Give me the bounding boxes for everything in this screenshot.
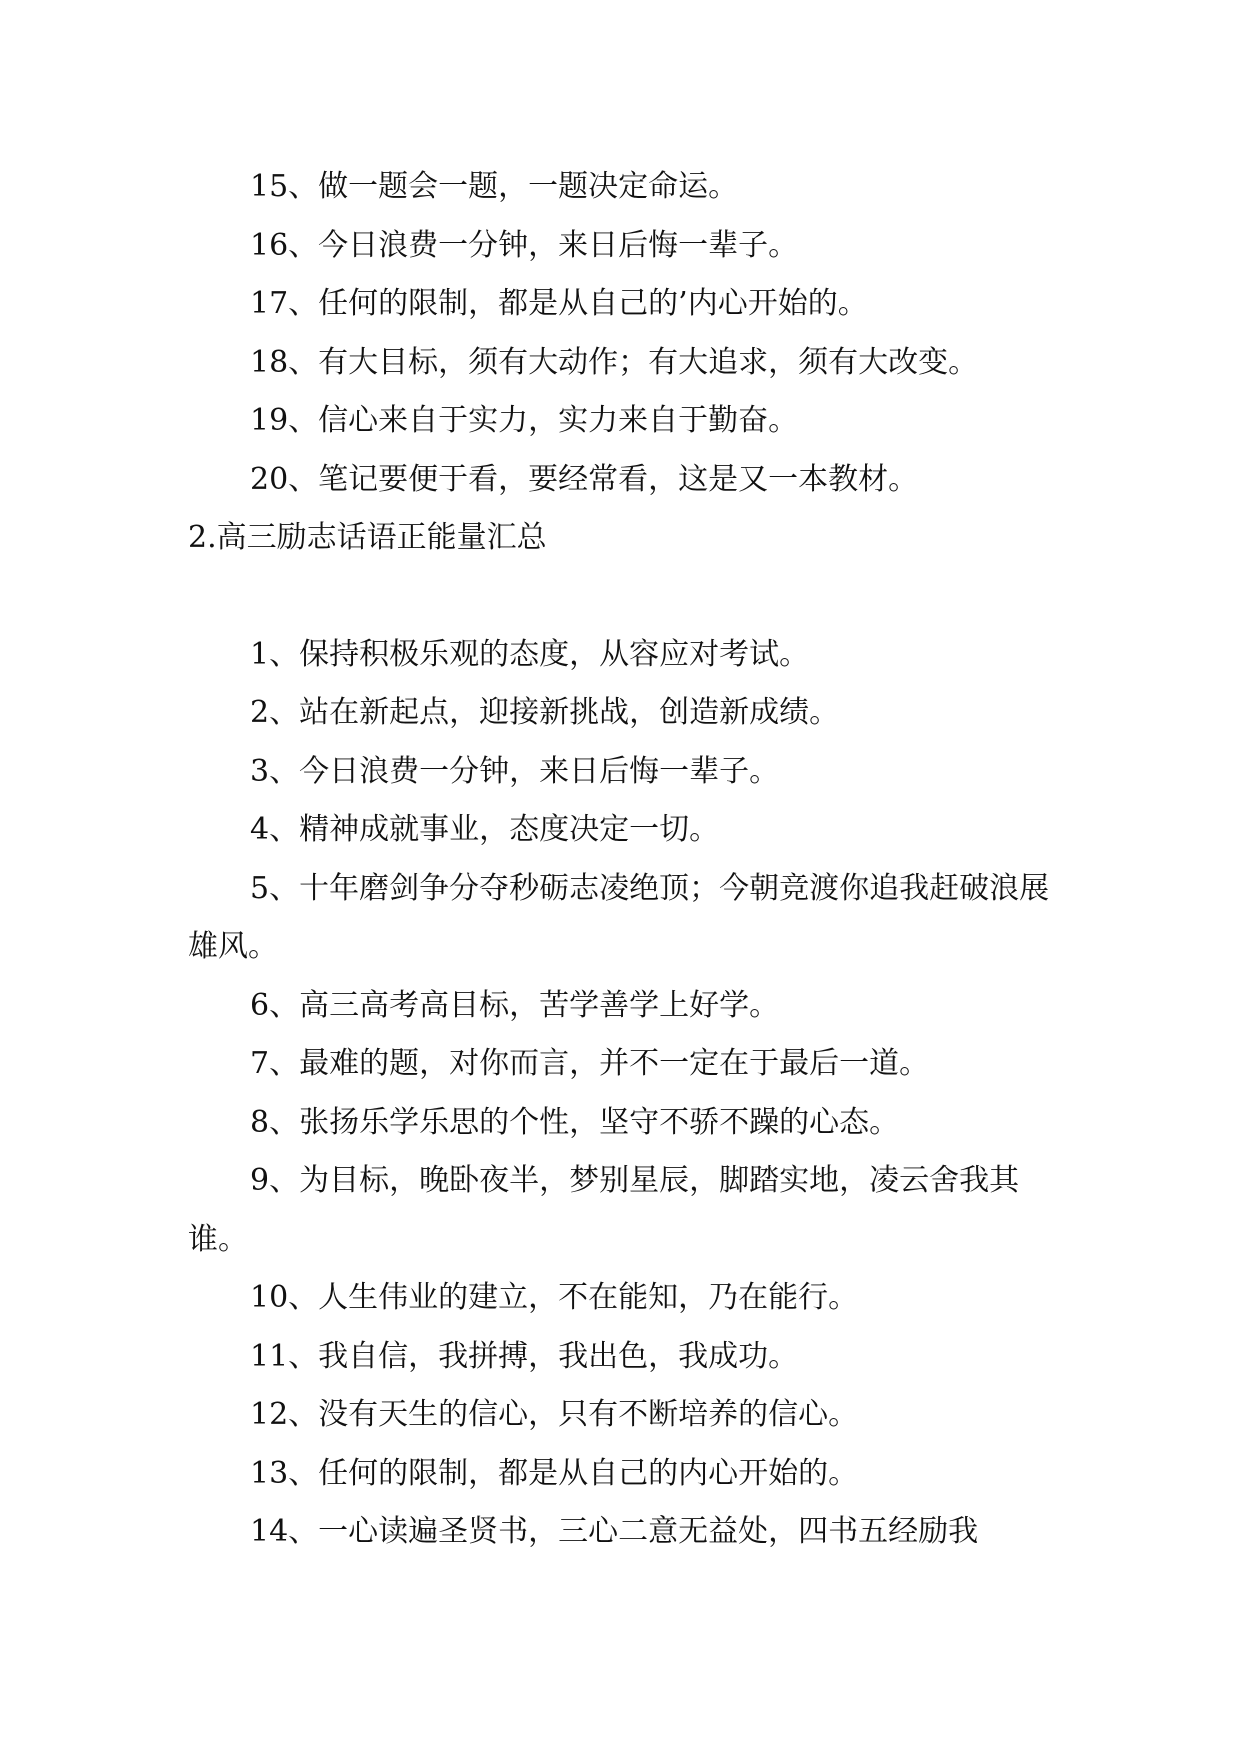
section-heading: 2.高三励志话语正能量汇总 xyxy=(188,520,547,555)
list-item: 16、今日浪费一分钟，来日后悔一辈子。 xyxy=(250,227,799,263)
list-item: 5、十年磨剑争分夺秒砺志凌绝顶；今朝竞渡你追我赶破浪展雄风。 xyxy=(188,870,1050,964)
list-item: 10、人生伟业的建立，不在能知，乃在能行。 xyxy=(250,1280,859,1315)
list-item: 18、有大目标，须有大动作；有大追求，须有大改变。 xyxy=(250,344,979,380)
list-item: 13、任何的限制，都是从自己的内心开始的。 xyxy=(250,1455,859,1491)
list-item: 7、最难的题，对你而言，并不一定在于最后一道。 xyxy=(250,1046,930,1081)
list-item: 4、精神成就事业，态度决定一切。 xyxy=(250,812,720,847)
blank-line xyxy=(188,568,1058,626)
list-item: 2、站在新起点，迎接新挑战，创造新成绩。 xyxy=(250,695,840,730)
list-item: 12、没有天生的信心，只有不断培养的信心。 xyxy=(250,1397,859,1432)
list-item: 11、我自信，我拼搏，我出色，我成功。 xyxy=(250,1338,799,1374)
list-item: 3、今日浪费一分钟，来日后悔一辈子。 xyxy=(250,753,780,789)
list-item: 9、为目标，晚卧夜半，梦别星辰，脚踏实地，凌云舍我其谁。 xyxy=(188,1163,1020,1257)
list-item: 14、一心读遍圣贤书，三心二意无益处，四书五经励我 xyxy=(250,1514,979,1549)
list-item: 20、笔记要便于看，要经常看，这是又一本教材。 xyxy=(250,461,919,497)
document-body xyxy=(188,158,1058,1562)
list-item: 6、高三高考高目标，苦学善学上好学。 xyxy=(250,987,780,1023)
list-item: 17、任何的限制，都是从自己的’内心开始的。 xyxy=(250,286,868,321)
list-item: 1、保持积极乐观的态度，从容应对考试。 xyxy=(250,636,810,672)
list-item: 15、做一题会一题，一题决定命运。 xyxy=(250,169,739,204)
list-item: 19、信心来自于实力，实力来自于勤奋。 xyxy=(250,403,799,438)
list-item: 8、张扬乐学乐思的个性，坚守不骄不躁的心态。 xyxy=(250,1104,900,1140)
